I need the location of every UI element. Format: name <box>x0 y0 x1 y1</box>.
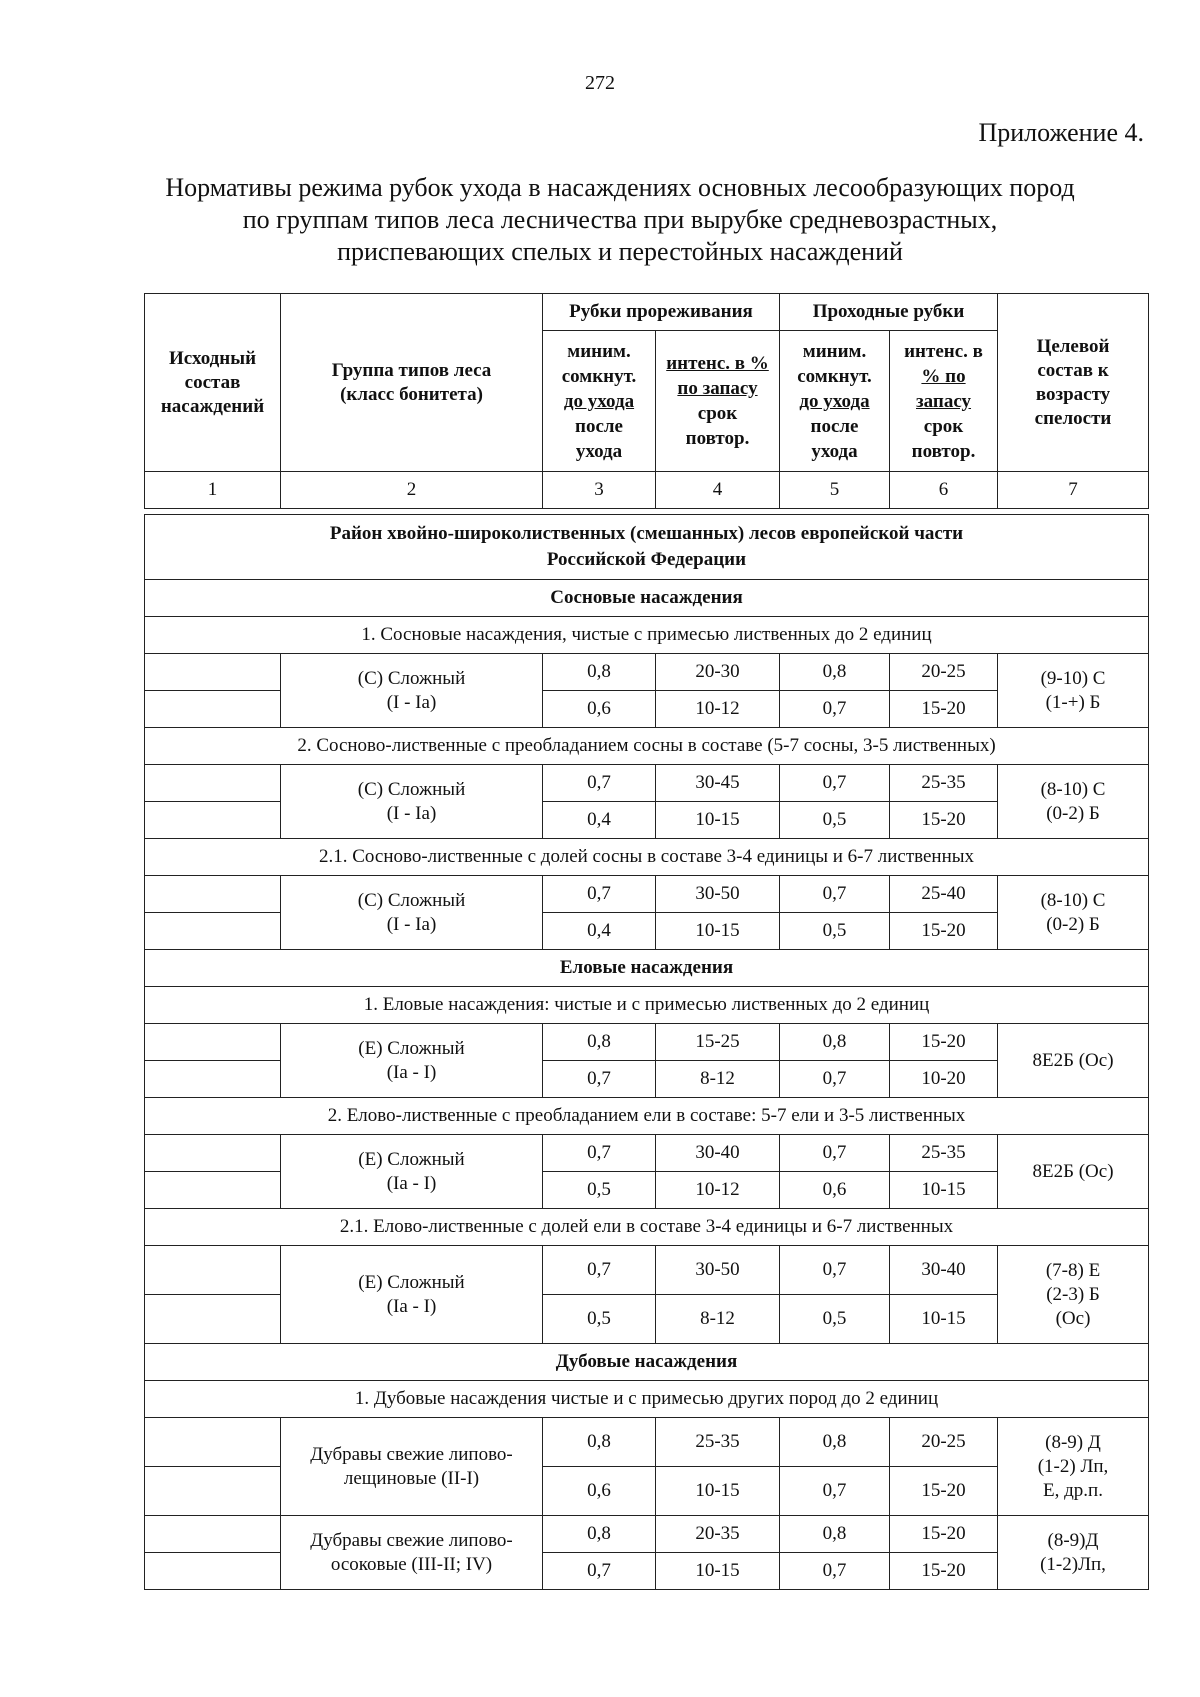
target-composition-cell: (9-10) С (1-+) Б <box>998 654 1149 728</box>
value-cell: 30-45 <box>656 765 780 802</box>
value-cell: 20-25 <box>890 654 998 691</box>
column-number: 5 <box>780 472 890 509</box>
header-thinning: Рубки прореживания <box>543 294 780 331</box>
title-line: Нормативы режима рубок ухода в насаждениях основных лесообразующих пород <box>165 173 1075 202</box>
value-cell: 20-35 <box>656 1516 780 1553</box>
table-row <box>145 1516 1149 1553</box>
value-cell: 10-15 <box>656 1553 780 1590</box>
subgroup-row <box>145 1098 1149 1135</box>
forest-type-cell: (Е) Сложный (Iа - I) <box>281 1246 543 1344</box>
value-cell: 15-25 <box>656 1024 780 1061</box>
title-line: приспевающих спелых и перестойных насаждений <box>337 237 903 266</box>
forest-type-cell: (Е) Сложный (Iа - I) <box>281 1135 543 1209</box>
subgroup-title: 1. Сосновые насаждения, чистые с примесью лиственных до 2 единиц <box>145 617 1149 654</box>
value-cell: 0,4 <box>543 913 656 950</box>
value-cell: 30-40 <box>890 1246 998 1295</box>
subgroup-title: 2. Сосново-лиственные с преобладанием сосны в составе (5-7 сосны, 3-5 лиственных) <box>145 728 1149 765</box>
target-composition-cell: (7-8) Е (2-3) Б (Ос) <box>998 1246 1149 1344</box>
value-cell: 10-15 <box>656 1467 780 1516</box>
initial-composition-cell <box>145 913 281 950</box>
header-forest-type-group: Группа типов леса (класс бонитета) <box>281 294 543 472</box>
document-title <box>120 172 1120 268</box>
subgroup-title: 2. Елово-лиственные с преобладанием ели в составе: 5-7 ели и 3-5 лиственных <box>145 1098 1149 1135</box>
section-row <box>145 950 1149 987</box>
value-cell: 10-15 <box>890 1172 998 1209</box>
initial-composition-cell <box>145 1172 281 1209</box>
value-cell: 10-15 <box>890 1295 998 1344</box>
column-number-row <box>145 472 1149 509</box>
value-cell: 10-15 <box>656 802 780 839</box>
value-cell: 0,7 <box>780 765 890 802</box>
value-cell: 0,5 <box>543 1295 656 1344</box>
column-number: 7 <box>998 472 1149 509</box>
value-cell: 0,7 <box>780 876 890 913</box>
initial-composition-cell <box>145 654 281 691</box>
initial-composition-cell <box>145 765 281 802</box>
header-passage-cutting: Проходные рубки <box>780 294 998 331</box>
value-cell: 0,7 <box>780 1553 890 1590</box>
value-cell: 15-20 <box>890 802 998 839</box>
value-cell: 8-12 <box>656 1061 780 1098</box>
value-cell: 30-50 <box>656 876 780 913</box>
target-composition-cell: (8-9)Д (1-2)Лп, <box>998 1516 1149 1590</box>
initial-composition-cell <box>145 1467 281 1516</box>
initial-composition-cell <box>145 1246 281 1295</box>
column-number: 4 <box>656 472 780 509</box>
value-cell: 0,4 <box>543 802 656 839</box>
column-number: 1 <box>145 472 281 509</box>
title-line: по группам типов леса лесничества при вырубке средневозрастных, <box>242 205 998 234</box>
forest-type-cell: (С) Сложный (I - Iа) <box>281 876 543 950</box>
value-cell: 20-25 <box>890 1418 998 1467</box>
table-row <box>145 876 1149 913</box>
header-min-density-thinning: миним. сомкнут. до ухода после ухода <box>543 331 656 472</box>
subgroup-row <box>145 987 1149 1024</box>
subgroup-title: 2.1. Сосново-лиственные с долей сосны в составе 3-4 единицы и 6-7 лиственных <box>145 839 1149 876</box>
value-cell: 0,5 <box>780 802 890 839</box>
value-cell: 0,7 <box>780 1467 890 1516</box>
initial-composition-cell <box>145 1418 281 1467</box>
forest-type-cell: Дубравы свежие липово- осоковые (III-II; IV) <box>281 1516 543 1590</box>
table-row <box>145 1246 1149 1295</box>
section-row <box>145 1344 1149 1381</box>
table-row <box>145 1418 1149 1467</box>
value-cell: 25-35 <box>890 1135 998 1172</box>
header-intensity-passage: интенс. в % по запасу срок повтор. <box>890 331 998 472</box>
value-cell: 30-40 <box>656 1135 780 1172</box>
table-row <box>145 1135 1149 1172</box>
column-number: 6 <box>890 472 998 509</box>
value-cell: 15-20 <box>890 1553 998 1590</box>
value-cell: 30-50 <box>656 1246 780 1295</box>
initial-composition-cell <box>145 1295 281 1344</box>
value-cell: 25-40 <box>890 876 998 913</box>
value-cell: 0,7 <box>780 1061 890 1098</box>
region-title: Район хвойно-широколиственных (смешанных) лесов европейской части Российской Федерации <box>145 515 1149 580</box>
appendix-label: Приложение 4. <box>978 118 1144 147</box>
value-cell: 0,8 <box>543 654 656 691</box>
section-title-spruce: Еловые насаждения <box>145 950 1149 987</box>
value-cell: 10-12 <box>656 1172 780 1209</box>
value-cell: 0,7 <box>543 1553 656 1590</box>
header-initial-composition: Исходный состав насаждений <box>145 294 281 472</box>
section-row <box>145 580 1149 617</box>
target-composition-cell: (8-10) С (0-2) Б <box>998 876 1149 950</box>
forest-type-cell: Дубравы свежие липово- лещиновые (II-I) <box>281 1418 543 1516</box>
forest-type-cell: (С) Сложный (I - Iа) <box>281 654 543 728</box>
column-number: 2 <box>281 472 543 509</box>
value-cell: 0,7 <box>780 1135 890 1172</box>
initial-composition-cell <box>145 1135 281 1172</box>
forest-type-cell: (Е) Сложный (Iа - I) <box>281 1024 543 1098</box>
table-row <box>145 765 1149 802</box>
target-composition-cell: (8-10) С (0-2) Б <box>998 765 1149 839</box>
value-cell: 20-30 <box>656 654 780 691</box>
table-row <box>145 1024 1149 1061</box>
value-cell: 0,8 <box>543 1516 656 1553</box>
value-cell: 0,8 <box>780 1516 890 1553</box>
value-cell: 0,7 <box>543 1246 656 1295</box>
value-cell: 0,8 <box>780 654 890 691</box>
initial-composition-cell <box>145 691 281 728</box>
subgroup-row <box>145 728 1149 765</box>
table-row <box>145 654 1149 691</box>
column-number: 3 <box>543 472 656 509</box>
value-cell: 10-20 <box>890 1061 998 1098</box>
value-cell: 0,5 <box>780 913 890 950</box>
value-cell: 0,7 <box>780 691 890 728</box>
value-cell: 25-35 <box>890 765 998 802</box>
section-title-oak: Дубовые насаждения <box>145 1344 1149 1381</box>
value-cell: 0,8 <box>780 1418 890 1467</box>
value-cell: 0,8 <box>543 1418 656 1467</box>
value-cell: 0,7 <box>543 765 656 802</box>
header-min-density-passage: миним. сомкнут. до ухода после ухода <box>780 331 890 472</box>
value-cell: 25-35 <box>656 1418 780 1467</box>
subgroup-row <box>145 1381 1149 1418</box>
value-cell: 0,7 <box>543 1061 656 1098</box>
value-cell: 0,7 <box>543 876 656 913</box>
header-target-composition: Целевой состав к возрасту спелости <box>998 294 1149 472</box>
value-cell: 15-20 <box>890 691 998 728</box>
header-intensity-thinning: интенс. в % по запасу срок повтор. <box>656 331 780 472</box>
initial-composition-cell <box>145 1024 281 1061</box>
subgroup-row <box>145 839 1149 876</box>
subgroup-row <box>145 1209 1149 1246</box>
value-cell: 15-20 <box>890 913 998 950</box>
value-cell: 0,6 <box>543 1467 656 1516</box>
target-composition-cell: 8Е2Б (Ос) <box>998 1024 1149 1098</box>
target-composition-cell: (8-9) Д (1-2) Лп, Е, др.п. <box>998 1418 1149 1516</box>
subgroup-row <box>145 617 1149 654</box>
value-cell: 15-20 <box>890 1467 998 1516</box>
initial-composition-cell <box>145 802 281 839</box>
value-cell: 15-20 <box>890 1516 998 1553</box>
value-cell: 0,6 <box>543 691 656 728</box>
initial-composition-cell <box>145 1061 281 1098</box>
value-cell: 0,8 <box>780 1024 890 1061</box>
target-composition-cell: 8Е2Б (Ос) <box>998 1135 1149 1209</box>
initial-composition-cell <box>145 876 281 913</box>
initial-composition-cell <box>145 1553 281 1590</box>
value-cell: 0,6 <box>780 1172 890 1209</box>
norms-table <box>144 293 1149 1590</box>
region-row <box>145 515 1149 580</box>
section-title-pine: Сосновые насаждения <box>145 580 1149 617</box>
value-cell: 0,5 <box>780 1295 890 1344</box>
header-row <box>145 294 1149 331</box>
forest-type-cell: (С) Сложный (I - Iа) <box>281 765 543 839</box>
value-cell: 0,7 <box>780 1246 890 1295</box>
initial-composition-cell <box>145 1516 281 1553</box>
subgroup-title: 2.1. Елово-лиственные с долей ели в составе 3-4 единицы и 6-7 лиственных <box>145 1209 1149 1246</box>
value-cell: 15-20 <box>890 1024 998 1061</box>
value-cell: 10-12 <box>656 691 780 728</box>
page-number: 272 <box>585 72 615 94</box>
value-cell: 0,7 <box>543 1135 656 1172</box>
value-cell: 0,8 <box>543 1024 656 1061</box>
value-cell: 8-12 <box>656 1295 780 1344</box>
subgroup-title: 1. Дубовые насаждения чистые и с примесью других пород до 2 единиц <box>145 1381 1149 1418</box>
value-cell: 0,5 <box>543 1172 656 1209</box>
value-cell: 10-15 <box>656 913 780 950</box>
subgroup-title: 1. Еловые насаждения: чистые и с примесью лиственных до 2 единиц <box>145 987 1149 1024</box>
